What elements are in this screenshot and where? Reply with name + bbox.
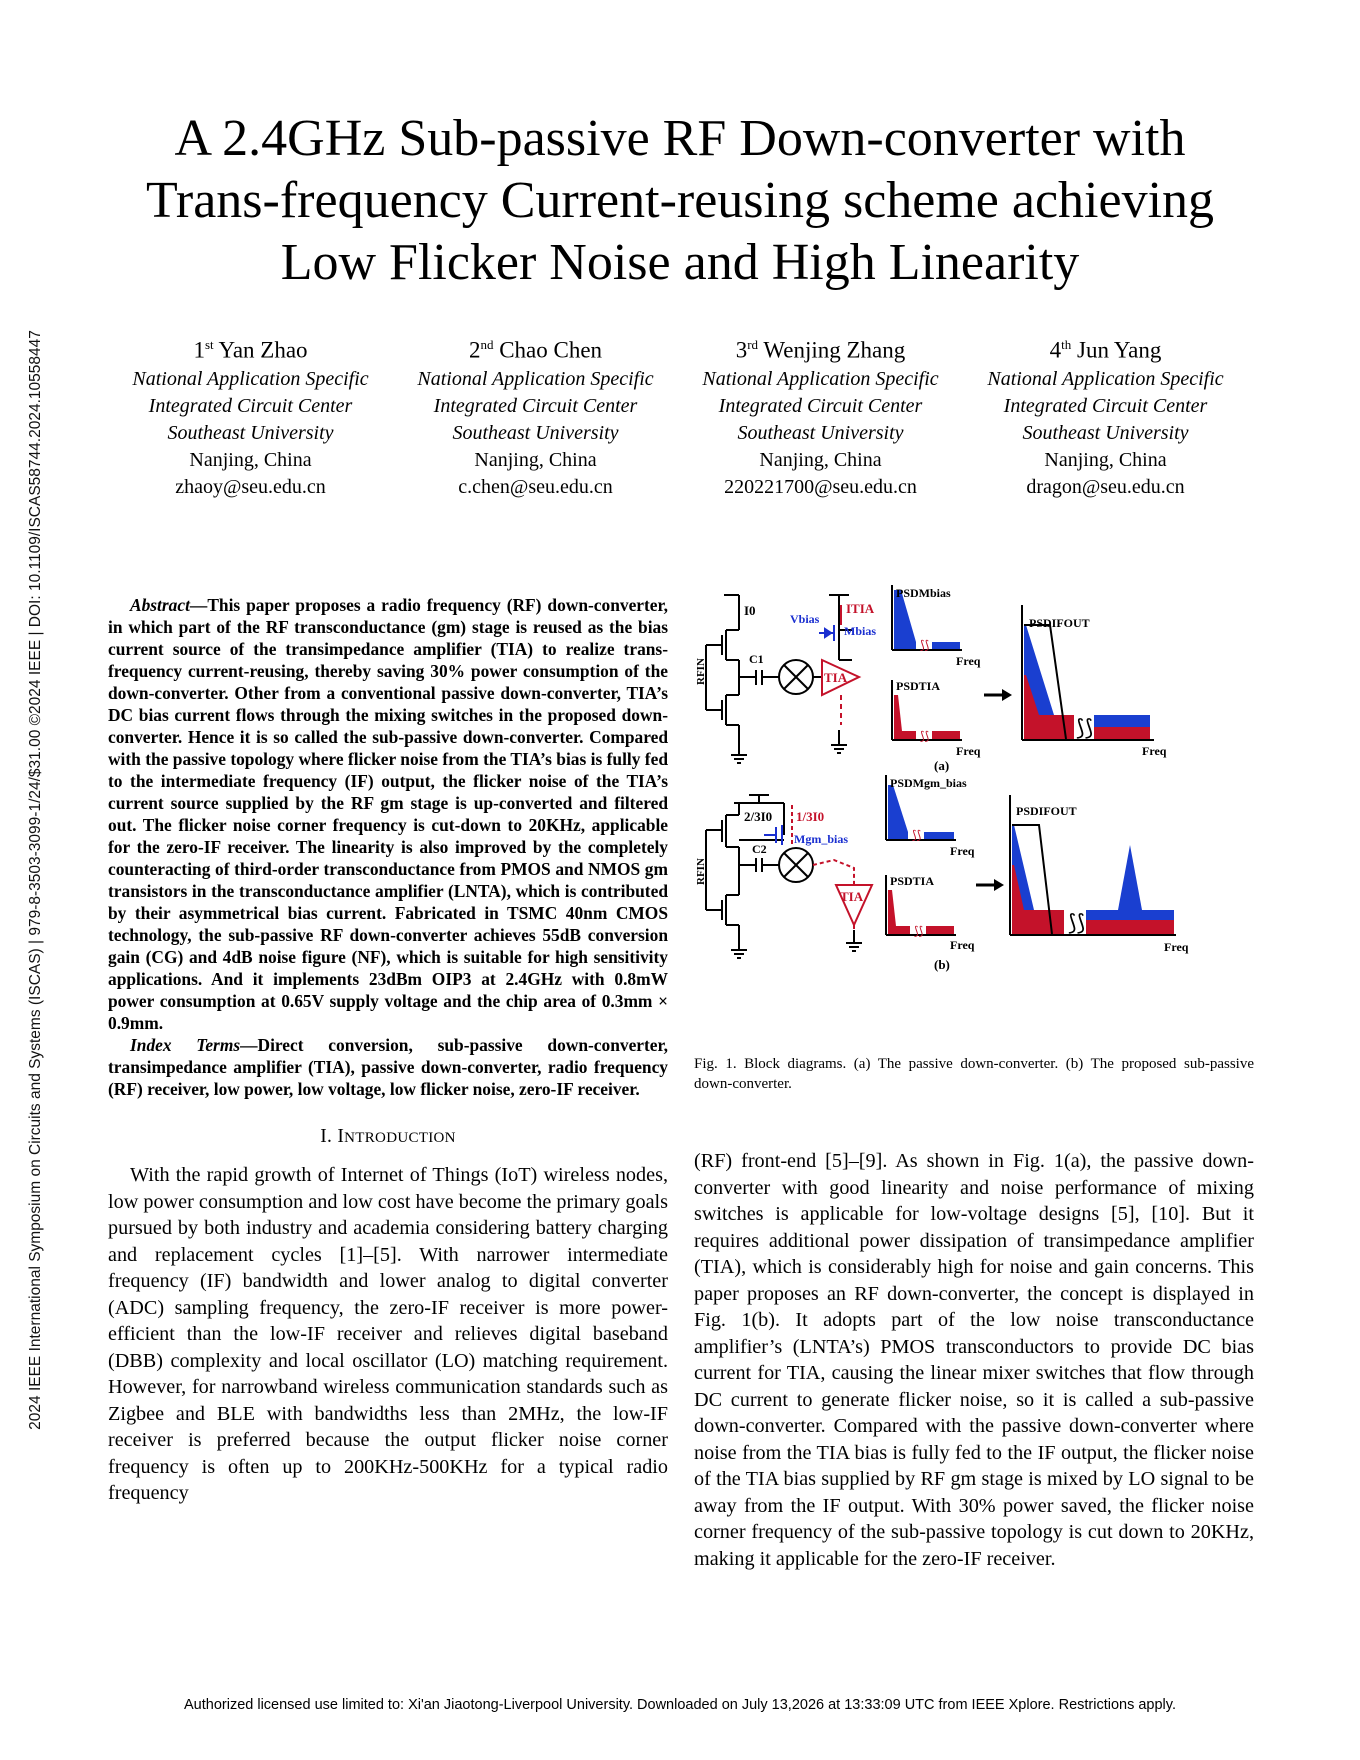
author-affiliation-2: Integrated Circuit Center bbox=[1003, 394, 1208, 417]
label-2-3-i0: 2/3I0 bbox=[744, 809, 773, 824]
author-list bbox=[108, 330, 1248, 501]
author-name: Yan Zhao bbox=[218, 337, 308, 363]
label-rfin-b: RFIN bbox=[695, 858, 707, 885]
label-psd-mgm-bias: PSDMgm_bias bbox=[890, 776, 967, 790]
author-affiliation-1: National Application Specific bbox=[132, 367, 369, 390]
author-name: Wenjing Zhang bbox=[763, 337, 906, 363]
author-2 bbox=[393, 330, 678, 501]
label-freq-6: Freq bbox=[1164, 940, 1189, 954]
section-heading-introduction bbox=[108, 1126, 668, 1148]
figure-1-caption: Fig. 1. Block diagrams. (a) The passive down-converter. (b) The proposed sub-passive down-converter. bbox=[694, 1056, 1254, 1092]
author-ordinal: 3 bbox=[735, 337, 748, 363]
author-affiliation-3: Southeast University bbox=[452, 421, 619, 444]
author-email: 220221700@seu.edu.cn bbox=[724, 475, 917, 498]
author-ordinal-suffix: th bbox=[1061, 337, 1072, 352]
label-psd-tia-a: PSDTIA bbox=[896, 679, 941, 693]
svg-text:⟆⟆: ⟆⟆ bbox=[1076, 715, 1094, 740]
right-column bbox=[694, 1148, 1254, 1572]
author-1 bbox=[108, 330, 393, 501]
author-affiliation-2: Integrated Circuit Center bbox=[433, 394, 638, 417]
author-ordinal-suffix: rd bbox=[747, 337, 759, 352]
label-i0: I0 bbox=[744, 603, 756, 618]
label-psd-mbias: PSDMbias bbox=[896, 586, 951, 600]
author-affiliation-3: Southeast University bbox=[1022, 421, 1189, 444]
label-freq-2: Freq bbox=[956, 744, 981, 758]
figure-1 bbox=[694, 585, 1254, 1030]
index-terms-lead: Index Terms bbox=[130, 1035, 241, 1055]
doi-sidebar bbox=[22, 300, 50, 1460]
author-affiliation-1: National Application Specific bbox=[417, 367, 654, 390]
author-name: Jun Yang bbox=[1077, 337, 1162, 363]
doi-sidebar-text: 2024 IEEE International Symposium on Circuits and Systems (ISCAS) | 979-8-3503-3099-1/24/$31.00 ©2024 IEEE | DOI: 10.1109/ISCAS58744.2024.10558447 bbox=[27, 330, 44, 1430]
label-freq-4: Freq bbox=[950, 844, 975, 858]
author-city: Nanjing, China bbox=[1044, 448, 1167, 471]
svg-text:⟆⟆: ⟆⟆ bbox=[920, 638, 930, 652]
author-email: dragon@seu.edu.cn bbox=[1026, 475, 1185, 498]
author-email: c.chen@seu.edu.cn bbox=[458, 475, 613, 498]
author-ordinal-suffix: st bbox=[204, 337, 214, 352]
abstract-lead: Abstract bbox=[130, 595, 190, 615]
svg-text:⟆⟆: ⟆⟆ bbox=[914, 924, 924, 938]
intro-paragraph-right: (RF) front-end [5]–[9]. As shown in Fig. 1(a), the passive down-converter with good linearity and noise performance of mixing switches is applicable for low-voltage designs [5], [10]. But it requires additional power dissipation of transimpedance amplifier (TIA), which is considerably high for noise and gain concerns. This paper proposes an RF down-converter, the concept is displayed in Fig. 1(b). It adopts part of the low noise transconductance amplifier’s (LNTA’s) PMOS transconductors to provide DC bias current for TIA, causing the linear mixer switches that flow through DC current to generate flicker noise, so it is called a sub-passive down-converter. Compared with the passive down-converter where noise from the TIA bias is fully fed to the IF output, the flicker noise of the TIA bias supplied by RF gm stage is mixed by LO signal to be away from the IF output. With 30% power saved, the flicker noise corner frequency of the sub-passive topology is cut down to 20KHz, making it applicable for the zero-IF receiver. bbox=[694, 1150, 1254, 1570]
label-mbias: Mbias bbox=[844, 624, 877, 638]
author-affiliation-1: National Application Specific bbox=[987, 367, 1224, 390]
section-initial: I bbox=[337, 1126, 345, 1147]
svg-text:⟆⟆: ⟆⟆ bbox=[1068, 910, 1086, 935]
author-email: zhaoy@seu.edu.cn bbox=[175, 475, 326, 498]
label-a: (a) bbox=[934, 758, 950, 773]
label-freq-3: Freq bbox=[1142, 744, 1167, 758]
paper-title bbox=[100, 108, 1260, 294]
circuit-b bbox=[706, 795, 862, 958]
label-psd-ifout-a: PSDIFOUT bbox=[1029, 616, 1090, 630]
label-psd-tia-b: PSDTIA bbox=[890, 874, 935, 888]
label-c2: C2 bbox=[752, 842, 767, 856]
label-mgm-bias: Mgm_bias bbox=[794, 832, 848, 846]
license-footer: Authorized licensed use limited to: Xi'an Jiaotong-Liverpool University. Downloaded on July 13,2026 at 13:33:09 UTC from IEEE Xplore. Restrictions apply. bbox=[184, 1697, 1176, 1713]
svg-text:⟆⟆: ⟆⟆ bbox=[920, 729, 930, 743]
author-ordinal-suffix: nd bbox=[480, 337, 494, 352]
title-line-1: A 2.4GHz Sub-passive RF Down-converter with bbox=[174, 110, 1186, 167]
abstract-text: —This paper proposes a radio frequency (RF) down-converter, in which part of the RF transconductance (gm) stage is reused as the bias current source of the transimpedance amplifier (TIA) to realize trans-frequency current-reusing, thereby saving 30% power consumption of the down-converter. Other from a conventional passive down-converter, TIA’s DC bias current flows through the mixing switches in the proposed down-converter. Hence it is so called the sub-passive down-converter. Compared with the passive topology where flicker noise from the TIA’s bias is fully fed to the intermediate frequency (IF) output, the flicker noise of the TIA’s current source supplied by the RF gm stage is up-converted and filtered out. The flicker noise corner frequency is cut-down to 20KHz, applicable for the zero-IF receiver. The linearity is also improved by the completely counteracting of third-order transconductance from PMOS and NMOS gm transistors in the transconductance amplifier (LNTA), which is contributed by their asymmetrical bias current. Fabricated in TSMC 40nm CMOS technology, the sub-passive RF down-converter achieves 55dB conversion gain (CG) and 4dB noise figure (NF), which is suitable for high sensitivity applications. And it implements 23dBm OIP3 at 2.4GHz with 0.8mW power consumption at 0.65V supply voltage and the chip area of 0.3mm × 0.9mm. bbox=[108, 595, 668, 1033]
author-city: Nanjing, China bbox=[474, 448, 597, 471]
author-ordinal: 4 bbox=[1049, 337, 1062, 363]
author-city: Nanjing, China bbox=[759, 448, 882, 471]
title-line-3: Low Flicker Noise and High Linearity bbox=[280, 234, 1080, 291]
author-affiliation-3: Southeast University bbox=[167, 421, 334, 444]
label-psd-ifout-b: PSDIFOUT bbox=[1016, 804, 1077, 818]
author-ordinal: 2 bbox=[468, 337, 481, 363]
svg-text:⟆⟆: ⟆⟆ bbox=[912, 828, 922, 842]
author-affiliation-3: Southeast University bbox=[737, 421, 904, 444]
section-number: I. bbox=[320, 1126, 338, 1147]
label-itia: ITIA bbox=[846, 601, 875, 616]
index-terms-text: —Direct conversion, sub-passive down-converter, transimpedance amplifier (TIA), passive down-converter, radio frequency (RF) receiver, low power, low voltage, low flicker noise, zero-IF receiver. bbox=[108, 1035, 668, 1099]
label-freq-5: Freq bbox=[950, 938, 975, 952]
author-4 bbox=[963, 330, 1248, 501]
author-name: Chao Chen bbox=[499, 337, 603, 363]
label-vbias: Vbias bbox=[790, 612, 820, 626]
author-affiliation-1: National Application Specific bbox=[702, 367, 939, 390]
author-affiliation-2: Integrated Circuit Center bbox=[718, 394, 923, 417]
label-tia-b: TIA bbox=[840, 889, 864, 904]
author-3 bbox=[678, 330, 963, 501]
label-c1: C1 bbox=[749, 652, 764, 666]
intro-paragraph-left: With the rapid growth of Internet of Things (IoT) wireless nodes, low power consumption and low cost have become the primary goals pursued by both industry and academia considering battery charging and replacement cycles [1]–[5]. With narrower intermediate frequency (IF) bandwidth and lower analog to digital converter (ADC) sampling frequency, the zero-IF receiver is more power-efficient than the low-IF receiver and relieves digital baseband (DBB) complexity and local oscillator (LO) matching requirement. However, for narrowband wireless communication standards such as Zigbee and BLE with bandwidths less than 2MHz, the low-IF receiver is preferred because the output flicker noise corner frequency is often up to 200KHz-500KHz for a typical radio frequency bbox=[108, 1164, 668, 1504]
author-ordinal: 1 bbox=[193, 337, 205, 363]
author-affiliation-2: Integrated Circuit Center bbox=[148, 394, 353, 417]
label-1-3-i0: 1/3I0 bbox=[796, 809, 825, 824]
label-freq-1: Freq bbox=[956, 654, 981, 668]
label-rfin-a: RFIN bbox=[695, 658, 707, 685]
title-line-2: Trans-frequency Current-reusing scheme achieving bbox=[145, 172, 1215, 229]
label-b: (b) bbox=[934, 957, 950, 972]
abstract bbox=[108, 594, 668, 1034]
author-city: Nanjing, China bbox=[189, 448, 312, 471]
index-terms bbox=[108, 1034, 668, 1100]
left-column bbox=[108, 594, 668, 1507]
section-rest: NTRODUCTION bbox=[344, 1130, 456, 1146]
label-tia-a: TIA bbox=[824, 670, 848, 685]
